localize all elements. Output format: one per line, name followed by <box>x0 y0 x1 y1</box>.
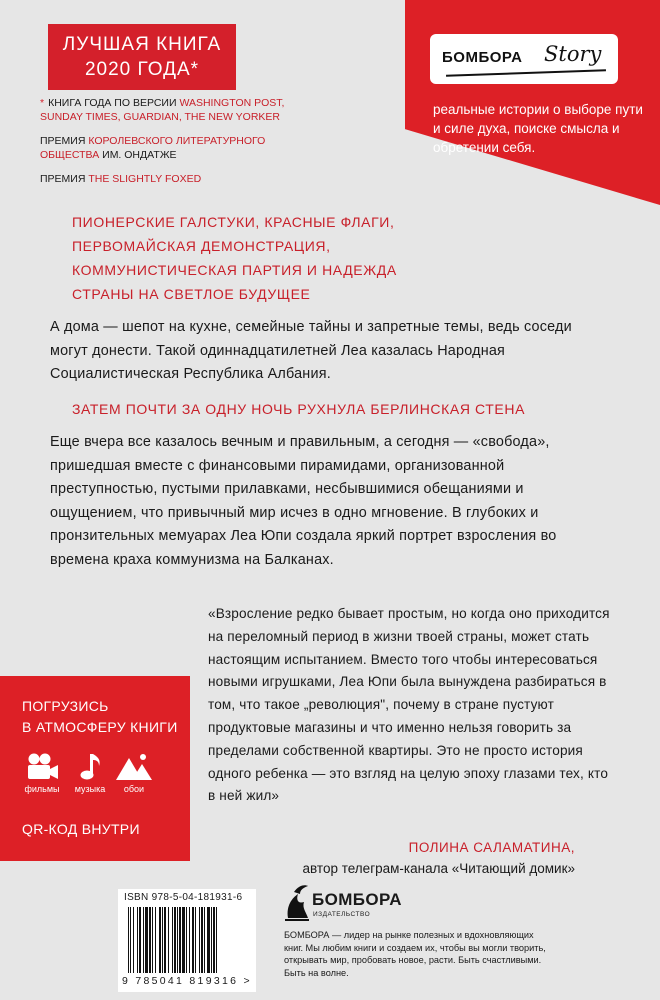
award-note-2: ПРЕМИЯ КОРОЛЕВСКОГО ЛИТЕРАТУРНОГО ОБЩЕСТВА ИМ. ОНДАТЖЕ <box>40 135 266 161</box>
headline-pioneer: ПИОНЕРСКИЕ ГАЛСТУКИ, КРАСНЫЕ ФЛАГИ, ПЕРВОМАЙСКАЯ ДЕМОНСТРАЦИЯ, КОММУНИСТИЧЕСКАЯ ПАРТИЯ И НАДЕЖДА СТРАНЫ НА СВЕТЛОЕ БУДУЩЕЕ <box>72 214 397 302</box>
award-badge <box>48 24 236 90</box>
publisher-logo <box>284 880 402 925</box>
qr-title-line1: ПОГРУЗИСЬ <box>22 698 109 714</box>
headline-berlin-wall: ЗАТЕМ ПОЧТИ ЗА ОДНУ НОЧЬ РУХНУЛА БЕРЛИНСКАЯ СТЕНА <box>72 401 526 417</box>
qr-title-line2: В АТМОСФЕРУ КНИГИ <box>22 719 178 735</box>
quote-author: ПОЛИНА САЛАМАТИНА, <box>408 840 575 855</box>
qr-title <box>22 696 192 738</box>
award-note-3: ПРЕМИЯ THE SLIGHTLY FOXED <box>40 173 202 185</box>
qr-footer: QR-КОД ВНУТРИ <box>22 821 140 837</box>
publisher-description: БОМБОРА — лидер на рынке полезных и вдохновляющих книг. Мы любим книги и создаем их, чтобы вы могли творить, открывать мир, пробовать новое, расти. Быть счастливыми. Быть на волне. <box>284 930 546 978</box>
award-badge-line2: 2020 ГОДА* <box>84 59 200 80</box>
isbn-label: ISBN 978-5-04-181931-6 <box>124 892 243 903</box>
series-tagline: реальные истории о выборе пути и силе духа, поиске смысла и обретении себя. <box>433 102 643 155</box>
paragraph-freedom: Еще вчера все казалось вечным и правильным, а сегодня — «свобода», пришедшая вместе с финансовыми пирамидами, организованной преступностью, пустыми прилавками, несбывшимися обещаниями и ощущением, что привычный мир исчез в одно мгновение. В глубоких и пронзительных мемуарах Леа Юпи создала яркий портрет взросления во времена краха коммунизма на Балканах. <box>50 434 557 568</box>
publisher-name: БОМБОРА <box>312 890 402 909</box>
review-quote: «Взросление редко бывает простым, но когда оно приходится на переломный период в жизни твоей страны, может стать настоящим испытанием. Вместо того чтобы интересоваться новыми игрушками, Леа Юпи была вынуждена разбираться в том, что такое „революция", почему в стране пустуют продуктовые магазины и что именно нельзя говорить за пределами собственной квартиры. Это не просто история одного ребенка — это взгляд на целую эпоху глазами тех, кто в ней жил» <box>208 606 610 804</box>
paragraph-home: А дома — шепот на кухне, семейные тайны и запретные темы, ведь соседи могут донести. Такой одиннадцатилетней Леа казалась Народная Социалистическая Республика Албания. <box>50 319 572 382</box>
qr-icon-wallpapers: обои <box>112 752 156 794</box>
film-camera-icon <box>24 752 60 782</box>
series-logo <box>430 34 618 84</box>
award-notes <box>40 96 310 196</box>
qr-icons <box>20 752 160 802</box>
series-underline <box>446 69 606 77</box>
qr-icon-films: фильмы <box>20 752 64 794</box>
barcode <box>118 889 256 992</box>
barcode-bars <box>126 907 248 975</box>
asterisk: * <box>40 97 45 109</box>
music-note-icon <box>75 752 105 782</box>
publisher-wave-icon <box>284 882 310 922</box>
mountains-icon <box>114 752 154 782</box>
award-badge-line1: ЛУЧШАЯ КНИГА <box>62 34 222 55</box>
qr-icon-music: музыка <box>68 752 112 794</box>
quote-source: автор телеграм-канала «Читающий домик» <box>302 861 575 876</box>
series-brand: БОМБОРА <box>442 49 523 66</box>
ean-digits: 9 785041 819316 > <box>122 975 252 987</box>
publisher-sub: ИЗДАТЕЛЬСТВО <box>313 911 371 918</box>
award-note-1: * КНИГА ГОДА ПО ВЕРСИИ WASHINGTON POST, SUNDAY TIMES, GUARDIAN, THE NEW YORKER <box>40 97 285 123</box>
series-story: Story <box>544 42 602 66</box>
